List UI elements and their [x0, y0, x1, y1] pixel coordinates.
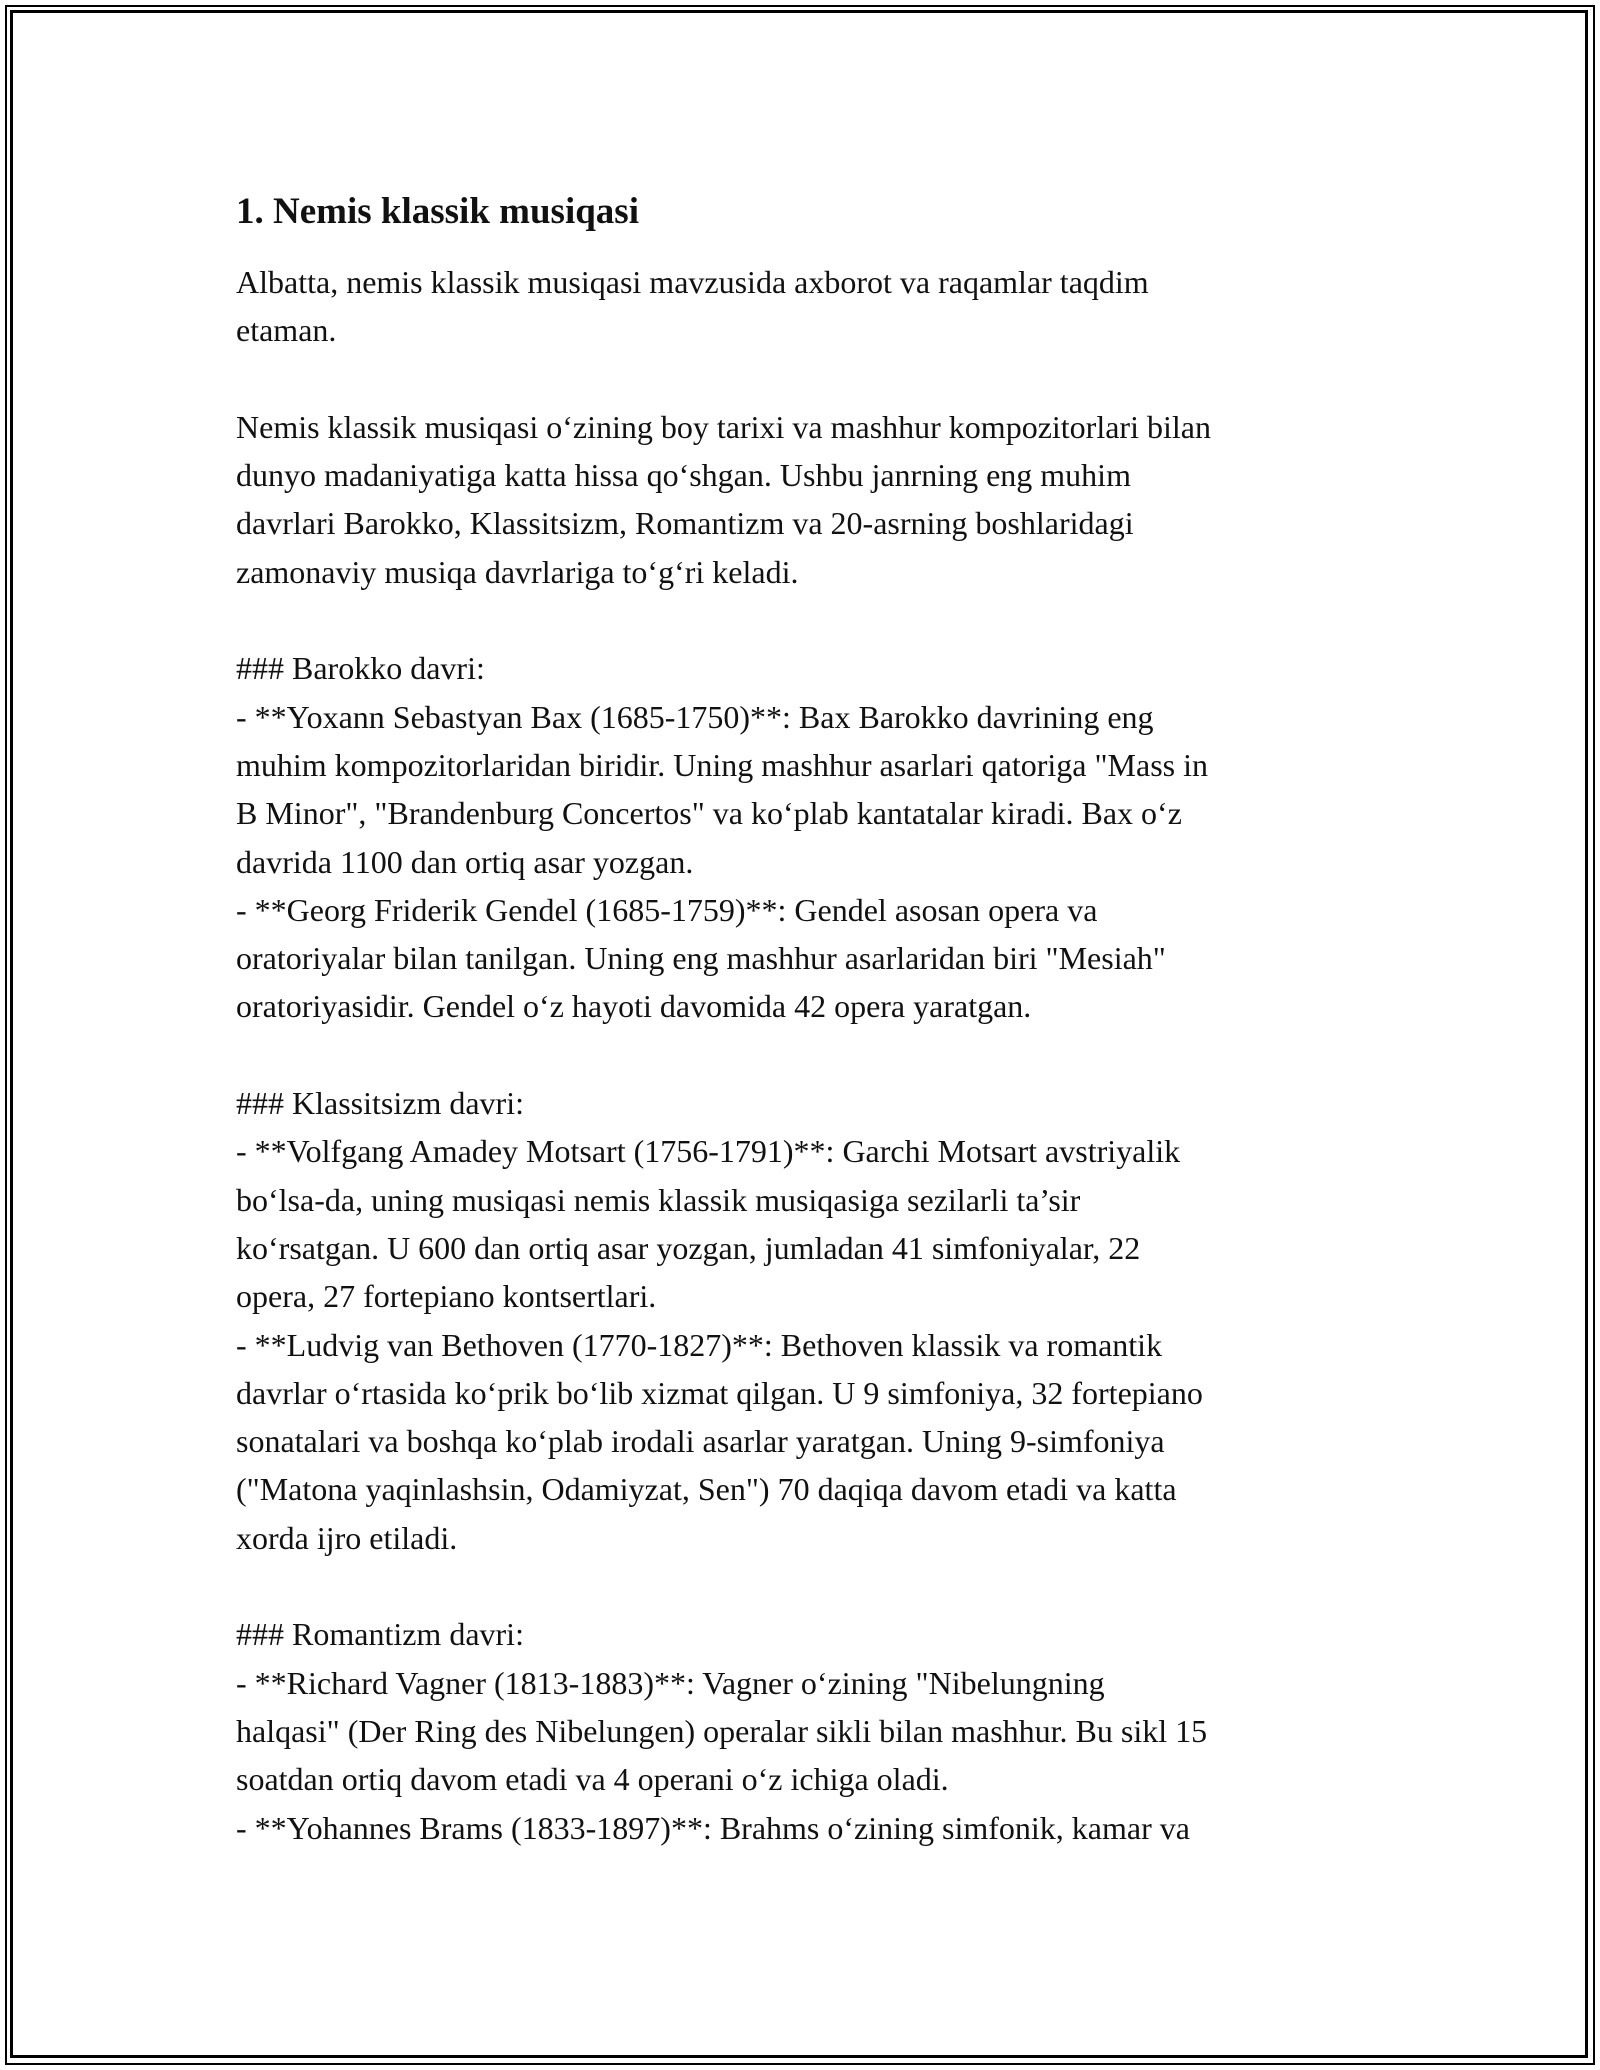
paragraph-gap — [236, 355, 1376, 403]
paragraph-gap — [236, 1562, 1376, 1610]
paragraph-gap — [236, 1031, 1376, 1079]
section-heading-barokko: ### Barokko davri: — [236, 650, 485, 687]
paragraph-gap — [236, 596, 1376, 644]
document-body — [236, 180, 1376, 1852]
overview-paragraph: Nemis klassik musiqasi o‘zining boy tarixi va mashhur kompozitorlari bilan dunyo madaniyatiga katta hissa qo‘shgan. Ushbu janrning eng muhim davrlari Barokko, Klassitsizm, Romantizm va 20-asrning boshlaridagi zamonaviy musiqa davrlariga to‘g‘ri keladi. — [236, 408, 1211, 590]
document-title: 1. Nemis klassik musiqasi — [236, 191, 639, 232]
section-heading-romantizm: ### Romantizm davri: — [236, 1616, 524, 1653]
list-item-gendel: - **Georg Friderik Gendel (1685-1759)**: Gendel asosan opera va oratoriyalar bilan tanilgan. Uning eng mashhur asarlaridan biri "Mesiah" oratoriyasidir. Gendel o‘z hayoti davomida 42 opera yaratgan. — [236, 891, 1166, 1025]
list-item-vagner: - **Richard Vagner (1813-1883)**: Vagner o‘zining "Nibelungning halqasi" (Der Ring des Nibelungen) operalar sikli bilan mashhur. Bu sikl 15 soatdan ortiq davom etadi va 4 operani o‘z ichiga oladi. — [236, 1664, 1208, 1798]
section-heading-klassitsizm: ### Klassitsizm davri: — [236, 1085, 524, 1122]
list-item-bethoven: - **Ludvig van Bethoven (1770-1827)**: Bethoven klassik va romantik davrlar o‘rtasida ko‘prik bo‘lib xizmat qilgan. U 9 simfoniya, 32 fortepiano sonatalari va boshqa ko‘plab irodali asarlar yaratgan. Uning 9-simfoniya ("Matona yaqinlashsin, Odamiyzat, Sen") 70 daqiqa davom etadi va katta xorda ijro etiladi. — [236, 1326, 1203, 1556]
intro-paragraph: Albatta, nemis klassik musiqasi mavzusida axborot va raqamlar taqdim etaman. — [236, 264, 1149, 349]
list-item-motsart: - **Volfgang Amadey Motsart (1756-1791)**: Garchi Motsart avstriyalik bo‘lsa-da, uning musiqasi nemis klassik musiqasiga sezilarli ta’sir ko‘rsatgan. U 600 dan ortiq asar yozgan, jumladan 41 simfoniyalar, 22 opera, 27 fortepiano kontsertlari. — [236, 1133, 1181, 1315]
list-item-brams: - **Yohannes Brams (1833-1897)**: Brahms o‘zining simfonik, kamar va — [236, 1809, 1190, 1846]
list-item-bax: - **Yoxann Sebastyan Bax (1685-1750)**: Bax Barokko davrining eng muhim kompozitorlaridan biridir. Uning mashhur asarlari qatoriga "Mass in B Minor", "Brandenburg Concertos" va ko‘plab kantatalar kiradi. Bax o‘z davrida 1100 dan ortiq asar yozgan. — [236, 698, 1208, 880]
